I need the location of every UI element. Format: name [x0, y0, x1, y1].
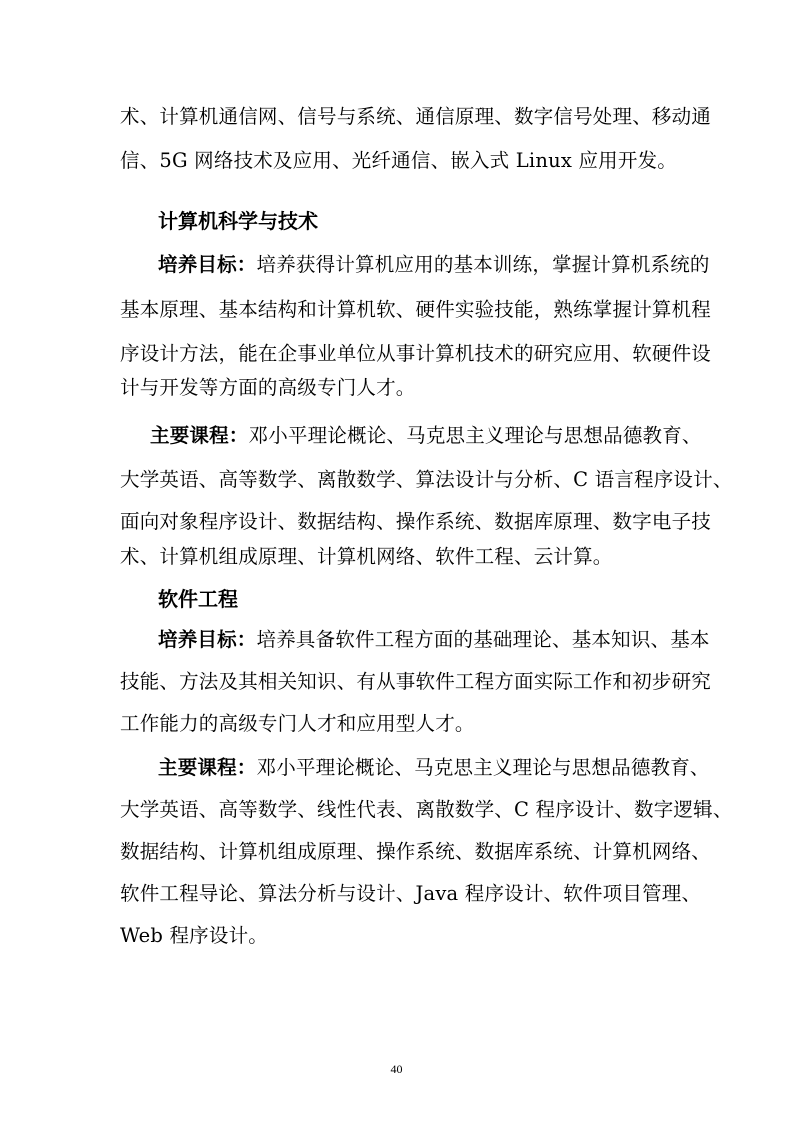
- se-goal-line-2: 技能、方法及其相关知识、有从事软件工程方面实际工作和初步研究: [120, 670, 712, 693]
- cs-goal-text-1: 培养获得计算机应用的基本训练，掌握计算机系统的: [256, 253, 710, 276]
- page-number: 40: [390, 1062, 403, 1076]
- se-courses-line-4: 软件工程导论、算法分析与设计、Java 程序设计、软件项目管理、: [120, 882, 702, 905]
- section-heading-cs: 计算机科学与技术: [158, 209, 318, 233]
- se-courses-text-1: 邓小平理论概论、马克思主义理论与思想品德教育、: [256, 756, 710, 779]
- cs-goal-line-1: [158, 253, 710, 277]
- cs-courses-label: 主要课程：: [150, 424, 249, 447]
- se-goal-line-3: 工作能力的高级专门人才和应用型人才。: [120, 712, 475, 735]
- cs-goal-label: 培养目标：: [158, 253, 257, 276]
- se-courses-line-1: [158, 756, 710, 780]
- cs-courses-line-2: 大学英语、高等数学、离散数学、算法设计与分析、C 语言程序设计、: [120, 468, 733, 491]
- se-courses-line-2: 大学英语、高等数学、线性代表、离散数学、C 程序设计、数字逻辑、: [120, 798, 733, 821]
- se-goal-label: 培养目标：: [158, 628, 257, 651]
- cs-goal-line-3: 序设计方法，能在企事业单位从事计算机技术的研究应用、软硬件设: [120, 342, 712, 365]
- intro-line-2: 信、5G 网络技术及应用、光纤通信、嵌入式 Linux 应用开发。: [120, 149, 677, 172]
- se-goal-text-1: 培养具备软件工程方面的基础理论、基本知识、基本: [256, 628, 710, 651]
- cs-courses-line-4: 术、计算机组成原理、计算机网络、软件工程、云计算。: [120, 545, 613, 568]
- cs-courses-line-3: 面向对象程序设计、数据结构、操作系统、数据库原理、数字电子技: [120, 510, 712, 533]
- section-heading-se: 软件工程: [158, 587, 238, 611]
- se-goal-line-1: [158, 628, 710, 652]
- se-courses-line-3: 数据结构、计算机组成原理、操作系统、数据库系统、计算机网络、: [120, 840, 712, 863]
- cs-courses-line-1: [150, 424, 702, 448]
- intro-line-1: 术、计算机通信网、信号与系统、通信原理、数字信号处理、移动通: [120, 105, 712, 128]
- se-courses-label: 主要课程：: [158, 756, 257, 779]
- cs-goal-line-2: 基本原理、基本结构和计算机软、硬件实验技能，熟练掌握计算机程: [120, 298, 712, 321]
- cs-courses-text-1: 邓小平理论概论、马克思主义理论与思想品德教育、: [248, 424, 702, 447]
- se-courses-line-5: Web 程序设计。: [120, 924, 268, 947]
- cs-goal-line-4: 计与开发等方面的高级专门人才。: [120, 376, 416, 399]
